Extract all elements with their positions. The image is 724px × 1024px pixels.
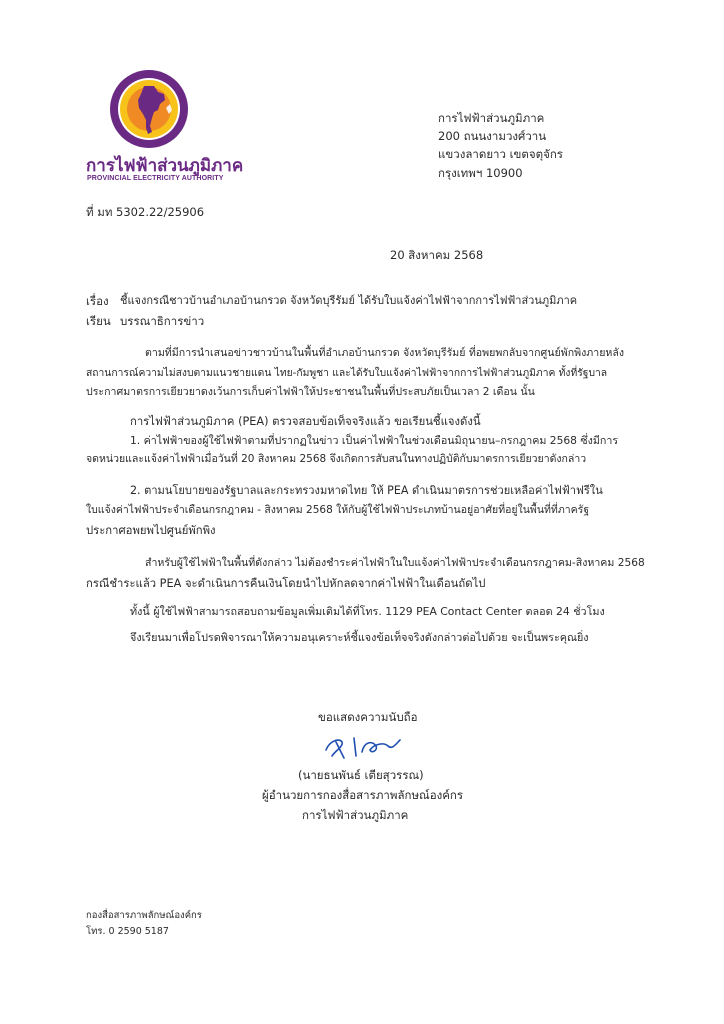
body-item-line: 2. ตามนโยบายของรัฐบาลและกระทรวงมหาดไทย ให้ PEA ดำเนินมาตรการช่วยเหลือค่าไฟฟ้าฟรีใน [130, 484, 603, 497]
body-item-line: จดหน่วยและแจ้งค่าไฟฟ้าเมื่อวันที่ 20 สิงหาคม 2568 จึงเกิดการสับสนในทางปฏิบัติกับมาตรการเยียวยาดังกล่าว [86, 453, 587, 465]
sender-address-line: การไฟฟ้าส่วนภูมิภาค [438, 111, 545, 125]
recipient-label: เรียน [86, 314, 111, 328]
recipient-text: บรรณาธิการข่าว [120, 314, 205, 328]
pea-logo-name-en: PROVINCIAL ELECTRICITY AUTHORITY [87, 175, 224, 182]
body-paragraph: ทั้งนี้ ผู้ใช้ไฟฟ้าสามารถสอบถามข้อมูลเพิ่มเติมได้ที่โทร. 1129 PEA Contact Center ตลอด 24 ชั่วโมง [130, 605, 605, 618]
signer-title: ผู้อำนวยการกองสื่อสารภาพลักษณ์องค์กร [262, 788, 464, 802]
closing-text: ขอแสดงความนับถือ [318, 710, 418, 724]
footer-phone: โทร. 0 2590 5187 [86, 926, 169, 937]
pea-seal-logo [108, 68, 190, 150]
sender-address-line: แขวงลาดยาว เขตจตุจักร [438, 147, 563, 161]
sender-address-line: 200 ถนนงามวงศ์วาน [438, 129, 547, 143]
body-item-line: ใบแจ้งค่าไฟฟ้าประจำเดือนกรกฎาคม - สิงหาคม 2568 ให้กับผู้ใช้ไฟฟ้าประเภทบ้านอยู่อาศัยที่อยู่ในพื้นที่ที่ภาครัฐ [86, 504, 590, 516]
sender-address-line: กรุงเทพฯ 10900 [438, 166, 523, 180]
body-item-line: 1. ค่าไฟฟ้าของผู้ใช้ไฟฟ้าตามที่ปรากฏในข่าว เป็นค่าไฟฟ้าในช่วงเดือนมิถุนายน–กรกฎาคม 2568 ซึ่งมีการ [130, 434, 619, 447]
signer-organization: การไฟฟ้าส่วนภูมิภาค [302, 808, 409, 822]
pea-seal-icon [108, 68, 190, 150]
subject-text: ชี้แจงกรณีชาวบ้านอำเภอบ้านกรวด จังหวัดบุรีรัมย์ ได้รับใบแจ้งค่าไฟฟ้าจากการไฟฟ้าส่วนภูมิภาค [120, 294, 578, 307]
letter-date: 20 สิงหาคม 2568 [390, 248, 484, 262]
signer-name: (นายธนพันธ์ เตียสุวรรณ) [298, 768, 424, 782]
subject-label: เรื่อง [86, 294, 109, 308]
body-paragraph-line: สถานการณ์ความไม่สงบตามแนวชายแดน ไทย-กัมพูชา และได้รับใบแจ้งค่าไฟฟ้าจากการไฟฟ้าส่วนภูมิภาค ทั้งที่รัฐบาล [86, 367, 608, 379]
body-paragraph-line: ประกาศมาตรการเยียวยาดงเว้นการเก็บค่าไฟฟ้าให้ประชาชนในพื้นที่ประสบภัยเป็นเวลา 2 เดือน นั้น [86, 386, 535, 398]
pea-logo-name-th: การไฟฟ้าส่วนภูมิภาค [86, 156, 244, 176]
body-item-line: ประกาศอพยพไปศูนย์พักพิง [86, 524, 216, 537]
body-paragraph-line: ตามที่มีการนำเสนอข่าวชาวบ้านในพื้นที่อำเภอบ้านกรวด จังหวัดบุรีรัมย์ ที่อพยพกลับจากศูนย์พักพิงภายหลัง [145, 347, 625, 359]
body-paragraph-line: กรณีชำระแล้ว PEA จะดำเนินการคืนเงินโดยนำไปหักลดจากค่าไฟฟ้าในเดือนถัดไป [86, 577, 486, 590]
body-paragraph: จึงเรียนมาเพื่อโปรดพิจารณาให้ความอนุเคราะห์ชี้แจงข้อเท็จจริงดังกล่าวต่อไปด้วย จะเป็นพระคุณยิ่ง [130, 631, 589, 644]
reference-number: ที่ มท 5302.22/25906 [86, 205, 205, 219]
handwritten-signature [318, 728, 408, 762]
body-paragraph: การไฟฟ้าส่วนภูมิภาค (PEA) ตรวจสอบข้อเท็จจริงแล้ว ขอเรียนชี้แจงดังนี้ [130, 415, 481, 428]
footer-department: กองสื่อสารภาพลักษณ์องค์กร [86, 910, 202, 921]
body-paragraph-line: สำหรับผู้ใช้ไฟฟ้าในพื้นที่ดังกล่าว ไม่ต้องชำระค่าไฟฟ้าในใบแจ้งค่าไฟฟ้าประจำเดือนกรกฎาคม-สิงหาคม 2568 [145, 557, 645, 569]
